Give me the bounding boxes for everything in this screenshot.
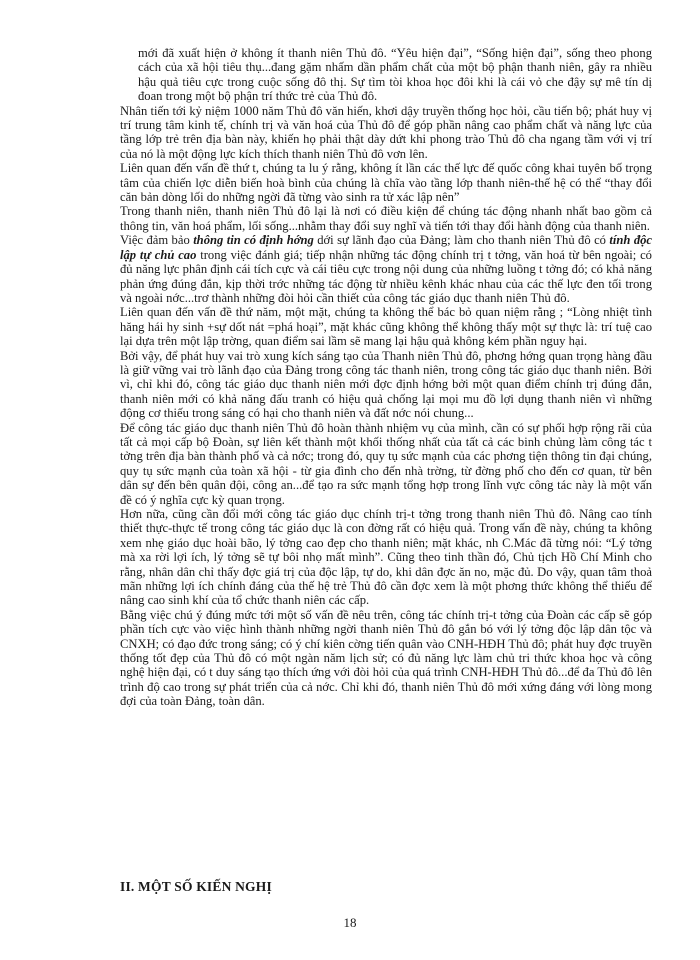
body-text — [120, 46, 652, 709]
paragraph: Trong thanh niên, thanh niên Thủ đô lại là nơi có điều kiện để chúng tác động nhanh nhất bao gồm cả thông tin, văn hoá phẩm, lối sống...nhằm thay đổi suy nghĩ và tiến tới thay đổi hành động của thanh niên. — [120, 204, 652, 233]
paragraph: Bằng việc chú ý đúng mức tới một số vấn đề nêu trên, công tác chính trị-t tởng của Đoàn các cấp sẽ góp phần tích cực vào việc hình thành những ngời thanh niên Thủ đô gắn bó với lý tởng độc lập dân tộc và CNXH; có đạo đức trong sáng; có ý chí kiên cờng tiến quân vào CNH-HĐH Thủ đô; phát huy đợc truyền thống tốt đẹp của Thủ đô có một ngàn năm lịch sử; có đủ năng lực làm chủ tri thức khoa học và công nghệ hiện đại, có t duy sáng tạo thích ứng với đòi hỏi của quá trình CNH-HĐH Thủ đô...để đa Thủ đô lên trình độ cao trong sự phát triển của cả nớc. Chỉ khi đó, thanh niên Thủ đô mới xứng đáng với lòng mong đợi của toàn Đảng, toàn dân. — [120, 607, 652, 709]
paragraph: Hơn nữa, cũng cần đổi mới công tác giáo dục chính trị-t tởng trong thanh niên Thủ đô. Nâng cao tính thiết thực-thực tế trong công tác giáo dục là con đờng rất có hiệu quả. Trong vấn đề này, chúng ta không xem nhẹ giáo dục hoài bão, lý tởng cao đẹp cho thanh niên; mặt khác, nh C.Mác đã từng nói: “Lý tởng mà xa rời lợi ích, lý tởng sẽ tự bôi nhọ mất mình”. Cũng theo tinh thần đó, Chủ tịch Hồ Chí Minh cho rằng, nhân dân chỉ thấy đợc giá trị của độc lập, tự do, khi dân đợc ăn no, mặc đủ. Do vậy, quan tâm thoả mãn những lợi ích chính đáng của thế hệ trẻ Thủ đô cần đợc xem là một phơng thức không thể thiếu để nâng cao sinh khí của tổ chức thanh niên các cấp. — [120, 507, 652, 608]
paragraph-with-emphasis — [120, 233, 652, 305]
paragraph: Để công tác giáo dục thanh niên Thủ đô hoàn thành nhiệm vụ của mình, cần có sự phối hợp rộng rãi của tất cả mọi cấp bộ Đoàn, sự liên kết thành một khối thống nhất của tất cả các binh chủng làm công tác t tởng trên địa bàn thành phố và cả nớc; trong đó, quy tụ sức mạnh của các phơng tiện thông tin đại chúng, quy tụ sức mạnh của toàn xã hội - từ gia đình cho đến nhà trờng, từ đờng phố cho đến cơ quan, từ bên dân sự đến bên quân đội, công an...để tạo ra sức mạnh tổng hợp trong lĩnh vực công tác này là một vấn đề có ý nghĩa cực kỳ quan trọng. — [120, 420, 652, 507]
emphasis-text: tính độc lập tự chủ cao — [120, 233, 653, 262]
paragraph-text: trong việc đánh giá; tiếp nhận những tác động chính trị t tởng, văn hoá từ bên ngoài; có đủ năng lực phân định cái tích cực và cái tiêu cực trong nội dung của những luồng t tởng đó; có khả năng phản ứng đúng đắn, kịp thời trớc những tác động từ nhiều kênh khác nhau của các thế lực đen tối trong và ngoài nớc...trơ thành những đòi hỏi cần thiết của công tác giáo dục thanh niên Thủ đô. — [120, 247, 652, 305]
page-number: 18 — [343, 915, 357, 930]
paragraph: Liên quan đến vấn đề thứ năm, một mặt, chúng ta không thể bác bỏ quan niệm rằng ; “Lòng nhiệt tình hăng hái hy sinh +sự dốt nát =phá hoại”, mặt khác cũng không thể không thấy một sự thực là: trí tuệ cao lại dựa trên một lập trờng, quan điểm sai lầm sẽ mang lại hậu quả không kém phần nguy hại. — [120, 305, 652, 349]
paragraph: mới đã xuất hiện ở không ít thanh niên Thủ đô. “Yêu hiện đại”, “Sống hiện đại”, sống theo phong cách của xã hội tiêu thụ...đang gặm nhấm dần phẩm chất của một bộ phận thanh niên, gây ra nhiều hậu quả tiêu cực trong cuộc sống đô thị. Sự tìm tòi khoa học đôi khi là cái vỏ che đậy sự mê tín dị đoan trong một bộ phận trí thức trẻ của Thủ đô. — [138, 46, 652, 104]
paragraph-text: Việc đảm bảo — [120, 233, 194, 248]
paragraph-text: dới sự lãnh đạo của Đảng; làm cho thanh niên Thủ đô có — [313, 233, 610, 248]
emphasis-text: thông tin có định hớng — [193, 233, 314, 248]
paragraph: Nhân tiến tới kỷ niệm 1000 năm Thủ đô văn hiến, khơi dậy truyền thống học hỏi, cầu tiến bộ; phát huy vị trí trung tâm kinh tế, chính trị và văn hoá của Thủ đô để góp phần nâng cao phẩm chất và năng lực của tầng lớp trẻ trên địa bàn này, khiến họ phải thật dày dứt khi phong trào Thủ đô cha ngang tầm với vị trí của nó là một động lực kích thích thanh niên Thủ đô vơn lên. — [120, 103, 652, 161]
paragraph: Liên quan đến vấn đề thứ t, chúng ta lu ý rằng, không ít lần các thế lực đế quốc công khai tuyên bố trọng tâm của chiến lợc diễn biến hoà bình của chúng là chĩa vào tầng lớp thanh niên-thế hệ có thể “thay đổi căn bản dòng lối do những ngời đã từng vào sinh ra tử xác lập nên” — [120, 161, 652, 205]
paragraph: Bởi vậy, để phát huy vai trò xung kích sáng tạo của Thanh niên Thủ đô, phơng hớng quan trọng hàng đầu là giữ vững vai trò lãnh đạo của Đảng trong công tác thanh niên, trong công tác giáo dục thanh niên. Bởi vì, chỉ khi đó, công tác giáo dục thanh niên mới đợc định hớng bởi một quan điểm chính trị đúng đắn, thanh niên mới có khả năng đấu tranh có hiệu quả chống lại mọi mu đồ lợi dụng thanh niên vì những động cơ thiếu trong sáng có hại cho thanh niên và đất nớc nói chung... — [120, 348, 652, 421]
section-heading: II. MỘT SỐ KIẾN NGHỊ — [120, 879, 272, 894]
